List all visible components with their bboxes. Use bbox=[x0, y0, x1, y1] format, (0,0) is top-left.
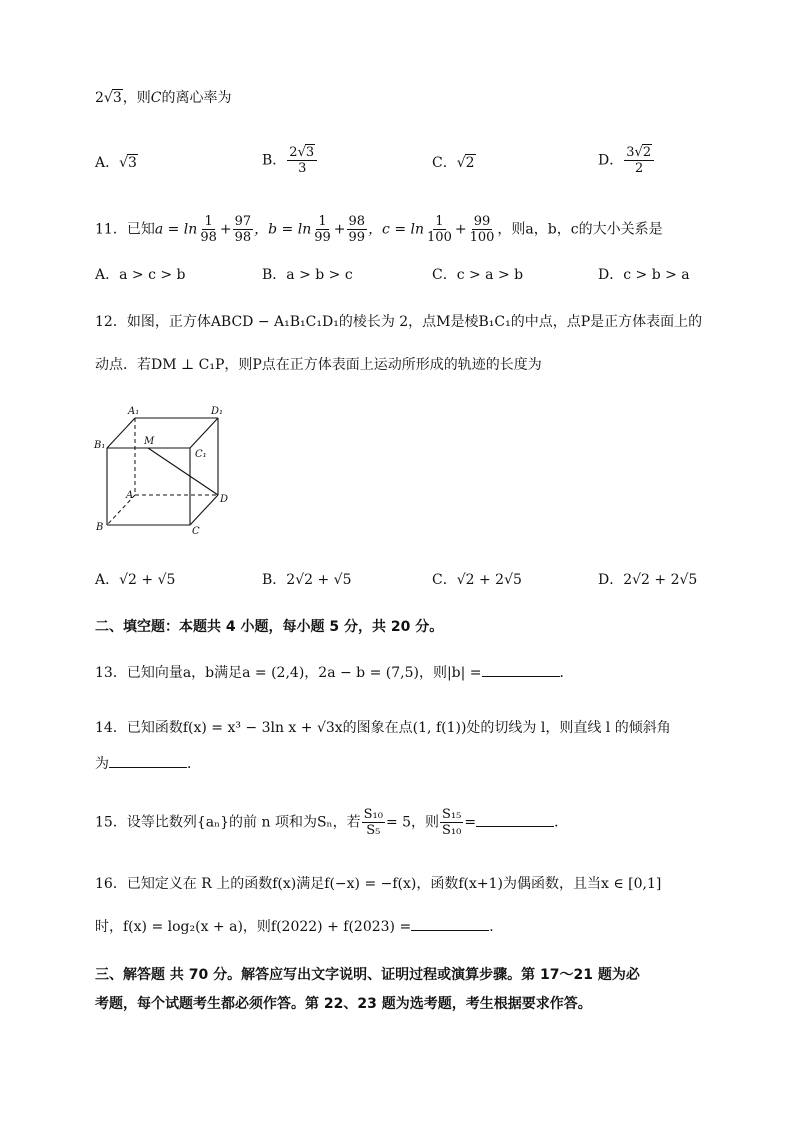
q12-option-d[interactable]: D．2√2 + 2√5 bbox=[598, 572, 698, 588]
q16-stem-line2: 时，f(x) = log₂(x + a)，则f(2022) + f(2023) = ． bbox=[95, 919, 504, 935]
q14-stem-line2: 为 ． bbox=[95, 756, 201, 772]
q12-option-c[interactable]: C．√2 + 2√5 bbox=[432, 572, 522, 588]
section-3-heading-line1: 三、解答题 共 70 分。解答应写出文字说明、证明过程或演算步骤。第 17～21 题为必 bbox=[95, 967, 640, 983]
q15-stem: 15．设等比数列{aₙ}的前 n 项和为Sₙ，若 $\frac{\text{S₁₀}}{\text{S₅}}$ = 5，则 $\frac{\text{S₁₅}}{\text{S₁₀}}$ = ． bbox=[95, 807, 569, 838]
q14-answer-blank[interactable] bbox=[109, 767, 187, 768]
q16-stem-line1: 16．已知定义在 R 上的函数f(x)满足f(−x) = −f(x)，函数f(x+1)为偶函数，且当x ∈ [0,1] bbox=[95, 876, 662, 892]
q10-coef: 2 bbox=[95, 90, 104, 106]
q10-sqrt3: √3 bbox=[103, 90, 122, 106]
q10-option-d[interactable]: D． $\frac{3√2}{2}$ bbox=[598, 145, 655, 176]
section-3-heading-line2: 考题，每个试题考生都必须作答。第 22、23 题为选考题，考生根据要求作答。 bbox=[95, 996, 592, 1012]
section-2-heading: 二、填空题：本题共 4 小题，每小题 5 分，共 20 分。 bbox=[95, 619, 444, 635]
label-m: M bbox=[144, 436, 155, 447]
label-c1: C₁ bbox=[195, 449, 207, 460]
label-b: B bbox=[96, 522, 104, 533]
q15-answer-blank[interactable] bbox=[476, 826, 554, 827]
label-a: A bbox=[126, 490, 134, 501]
label-a1: A₁ bbox=[128, 406, 140, 417]
q10-option-a[interactable]: A．√3 bbox=[95, 155, 137, 171]
q16-answer-blank[interactable] bbox=[411, 930, 489, 931]
q11-stem: 11．已知a = ln $\frac{1}{98}$ + $\frac{97}{98}$ ，b = ln $\frac{1}{99}$ + $\frac{98}{99}$ ，c = ln $\frac{1}{100}$ + $\frac{99}{100}$ ，则a，b，c的大小关系是 bbox=[95, 214, 663, 245]
label-d: D bbox=[220, 494, 229, 505]
q10-option-b[interactable]: B． $\frac{2√3}{3}$ bbox=[262, 145, 318, 176]
q13-answer-blank[interactable] bbox=[482, 676, 560, 677]
q11-option-c[interactable]: C．c > a > b bbox=[432, 267, 524, 283]
label-c: C bbox=[192, 526, 200, 535]
q12-option-b[interactable]: B．2√2 + √5 bbox=[262, 572, 352, 588]
q10-option-c[interactable]: C．√2 bbox=[432, 155, 475, 171]
q12-stem-line2: 动点．若DM ⊥ C₁P，则P点在正方体表面上运动所形成的轨迹的长度为 bbox=[95, 357, 542, 373]
label-d1: D₁ bbox=[211, 406, 224, 417]
q13-stem: 13．已知向量a，b满足a = (2,4)，2a − b = (7,5)，则|b| = ． bbox=[95, 665, 574, 681]
q11-option-a[interactable]: A．a > c > b bbox=[95, 267, 186, 283]
q10-stem-tail: 2√3，则C的离心率为 bbox=[95, 90, 232, 106]
q12-option-a[interactable]: A．√2 + √5 bbox=[95, 572, 176, 588]
q12-stem-line1: 12．如图，正方体ABCD − A₁B₁C₁D₁的棱长为 2，点M是棱B₁C₁的中点，点P是正方体表面上的 bbox=[95, 314, 703, 330]
label-b1: B₁ bbox=[94, 440, 106, 451]
cube-figure bbox=[92, 403, 232, 535]
q11-option-d[interactable]: D．c > b > a bbox=[598, 267, 690, 283]
q11-option-b[interactable]: B．a > b > c bbox=[262, 267, 353, 283]
q14-stem-line1: 14．已知函数f(x) = x³ − 3ln x + √3x的图象在点(1, f(1))处的切线为 l，则直线 l 的倾斜角 bbox=[95, 720, 671, 736]
